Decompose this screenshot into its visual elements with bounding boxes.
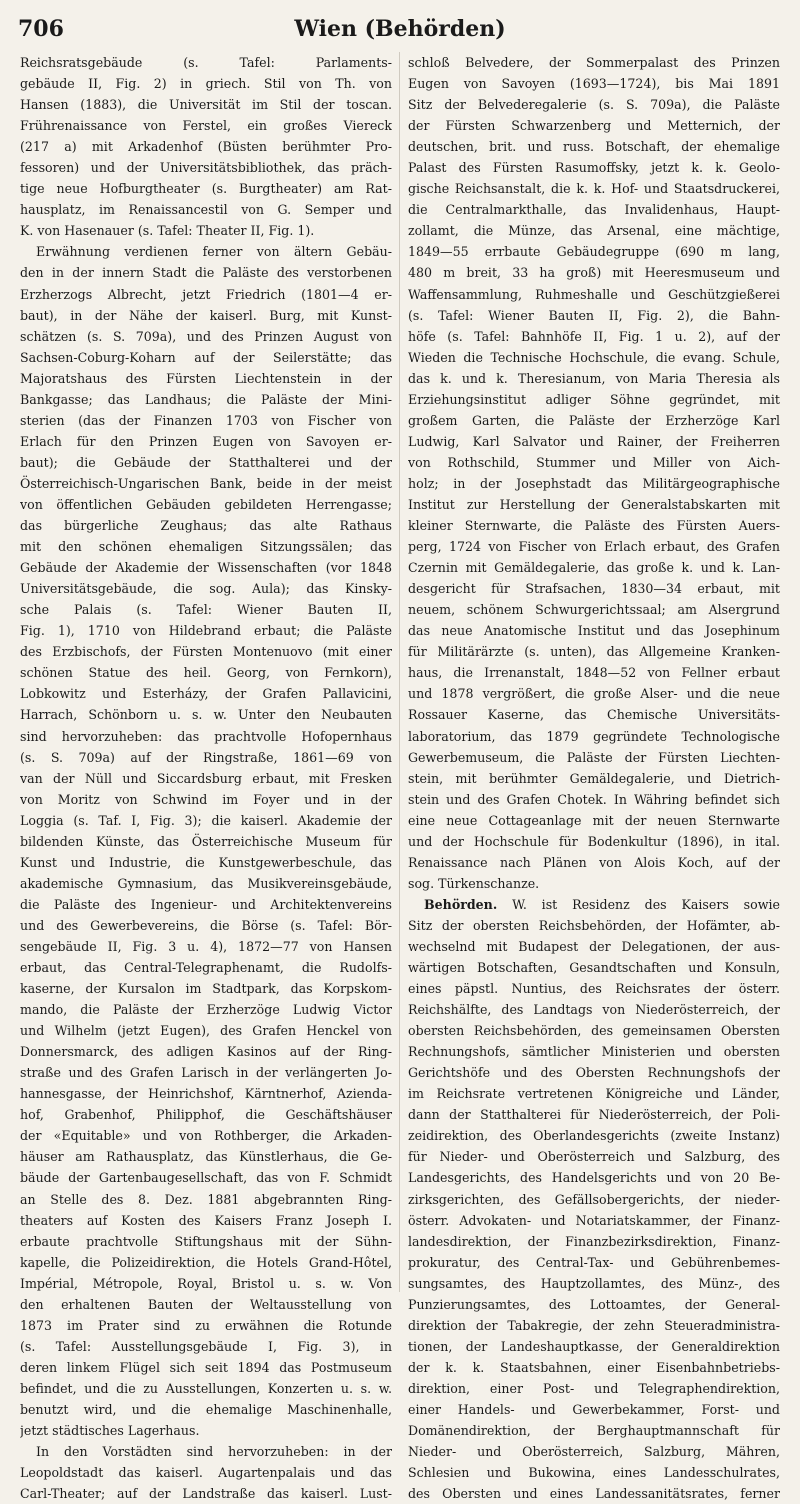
text-line: Eugen von Savoyen (1693—1724), bis Mai 1891 [408,76,780,92]
text-line: Fig. 1), 1710 von Hildebrand erbaut; die Paläste [20,623,392,639]
text-line: Erwähnung verdienen ferner von ältern Gebäu- [36,244,392,260]
right-column [408,52,780,1504]
page-header [18,12,782,48]
text-line: großem Garten, die Paläste der Erzherzöge Karl [408,412,780,428]
text-line: Wieden die Technische Hochschule, die evang. Schule, [408,349,780,365]
text-line: Gewerbemuseum, die Paläste der Fürsten Liechten- [408,749,780,765]
text-line: bäude der Gartenbaugesellschaft, das von F. Schmidt [20,1170,392,1186]
text-line: das bürgerliche Zeughaus; das alte Rathaus [20,518,392,534]
text-line: Lobkowitz und Esterházy, der Grafen Pallavicini, [20,686,392,702]
text-line: obersten Reichsbehörden, des gemeinsamen Obersten [408,1023,780,1039]
text-line: Ludwig, Karl Salvator und Rainer, der Freiherren [408,433,780,449]
text-line: schloß Belvedere, der Sommerpalast des Prinzen [408,55,780,70]
text-line: hannesgasse, der Heinrichshof, Kärntnerhof, Azienda- [20,1086,392,1102]
text-line: sengebäude II, Fig. 3 u. 4), 1872—77 von Hansen [20,938,392,954]
text-line: häuser am Rathausplatz, das Künstlerhaus, die Ge- [20,1149,392,1165]
text-line: baut); die Gebäude der Statthalterei und der [20,454,392,470]
text-line: Landesgerichts, des Handelsgerichts und von 20 Be- [408,1170,780,1186]
text-line [408,894,780,915]
text-line: erbaute prachtvolle Stiftungshaus mit der Sühn- [20,1233,392,1249]
text-line: direktion, einer Post- und Telegraphendirektion, [408,1380,780,1396]
text-line: schönen Statue des heil. Georg, von Fernkorn), [20,665,392,681]
text-line: des Erzbischofs, der Fürsten Montenuovo (mit einer [20,644,392,660]
text-line: von Moritz von Schwind im Foyer und in der [20,791,392,807]
text-line: straße und des Grafen Larisch in der verlängerten Jo- [20,1065,392,1081]
text-line: Frührenaissance von Ferstel, ein großes Viereck [20,118,392,134]
text-line: Universitätsgebäude, die sog. Aula); das Kinsky- [20,581,392,597]
text-line: K. von Hasenauer (s. Tafel: Theater II, Fig. 1). [20,223,315,239]
text-line: (s. Tafel: Ausstellungsgebäude I, Fig. 3), in [20,1338,392,1354]
text-line: tige neue Hofburgtheater (s. Burgtheater) am Rat- [20,181,392,197]
text-line: gische Reichsanstalt, die k. k. Hof- und Staatsdruckerei, [408,181,780,197]
text-line: (s. S. 709a) auf der Ringstraße, 1861—69 von [20,749,392,765]
text-line: österr. Advokaten- und Notariatskammer, der Finanz- [408,1212,780,1228]
text-line: des Obersten und eines Landessanitätsrates, ferner [408,1486,780,1502]
text-line: den in der innern Stadt die Paläste des verstorbenen [20,265,392,281]
text-line: desgericht für Strafsachen, 1830—34 erbaut, mit [408,581,780,597]
text-line: das neue Anatomische Institut und das Josephinum [408,623,780,639]
text-line: deren linkem Flügel sich seit 1894 das Postmuseum [20,1359,392,1375]
text-line: für Nieder- und Oberösterreich und Salzburg, des [408,1149,780,1165]
text-line: Carl-Theater; auf der Landstraße das kaiserl. Lust- [20,1486,392,1502]
text-line: von Rothschild, Stummer und Miller von Aich- [408,454,780,470]
text-line: an Stelle des 8. Dez. 1881 abgebrannten Ring- [20,1191,392,1207]
text-line: Punzierungsamtes, des Lottoamtes, der General- [408,1296,780,1312]
text-line: Palast des Fürsten Rasumoffsky, jetzt k. k. Geolo- [408,160,780,176]
text-line: sterien (das der Finanzen 1703 von Fischer von [20,412,392,428]
text-line: erbaut, das Central-Telegraphenamt, die Rudolfs- [20,960,392,976]
text-line: tionen, der Landeshauptkasse, der Generaldirektion [408,1338,780,1354]
text-line: Loggia (s. Taf. I, Fig. 3); die kaiserl. Akademie der [20,812,392,828]
text-line: Nieder- und Oberösterreich, Salzburg, Mähren, [408,1444,780,1460]
text-line: Rossauer Kaserne, das Chemische Universitäts- [408,707,780,723]
text-line: deutschen, brit. und russ. Botschaft, der ehemalige [408,139,780,155]
text-line: 1873 im Prater sind zu erwähnen die Rotunde [20,1317,392,1333]
text-line: die Centralmarkthalle, das Invalidenhaus, Haupt- [408,202,780,218]
text-line: Waffensammlung, Ruhmeshalle und Geschützgießerei [408,286,780,302]
text-line: wechselnd mit Budapest der Delegationen, der aus- [408,938,780,954]
text-line: Majoratshaus des Fürsten Liechtenstein in der [20,370,392,386]
text-line: zeidirektion, des Oberlandesgerichts (zweite Instanz) [408,1128,780,1144]
text-line: 1849—55 errbaute Gebäudegruppe (690 m lang, [408,244,780,260]
text-line: sungsamtes, des Hauptzollamtes, des Münz-, des [408,1275,780,1291]
text-line: stein und des Grafen Chotek. In Währing befindet sich [408,791,780,807]
text-line: holz; in der Josephstadt das Militärgeographische [408,475,780,491]
page-number: 706 [18,16,64,42]
text-line: In den Vorstädten sind hervorzuheben: in der [36,1444,392,1460]
text-line: Hansen (1883), die Universität im Stil der toscan. [20,97,392,113]
text-line: Bankgasse; das Landhaus; die Paläste der Mini- [20,391,392,407]
text-line: schätzen (s. S. 709a), und des Prinzen August von [20,328,392,344]
text-line: Erziehungsinstitut adliger Söhne gegründet, mit [408,391,780,407]
line-text: W. ist Residenz des Kaisers sowie [497,896,780,912]
text-line: perg, 1724 von Fischer von Erlach erbaut, des Grafen [408,539,780,555]
text-line: Institut zur Herstellung der Generalstabskarten mit [408,496,780,512]
text-line: Schlesien und Bukowina, eines Landesschulrates, [408,1465,780,1481]
text-line: wärtigen Botschaften, Gesandtschaften und Konsuln, [408,960,780,976]
text-line: die Paläste des Ingenieur- und Architektenvereins [20,896,392,912]
text-line: kaserne, der Kursalon im Stadtpark, das Korpskom- [20,981,392,997]
text-line: hausplatz, im Renaissancestil von G. Semper und [20,202,392,218]
text-line: Reichsratsgebäude (s. Tafel: Parlaments- [20,55,392,70]
running-head: Wien (Behörden) [294,16,506,42]
text-line: Gerichtshöfe und des Obersten Rechnungshofs der [408,1065,780,1081]
text-line: der «Equitable» und von Rothberger, die Arkaden- [20,1128,392,1144]
text-line: und der Hochschule für Bodenkultur (1896), in ital. [408,833,780,849]
text-line: mit den schönen ehemaligen Sitzungssälen; das [20,539,392,555]
text-line: 480 m breit, 33 ha groß) mit Heeresmuseum und [408,265,780,281]
text-line: sog. Türkenschanze. [408,875,540,891]
text-line: Sachsen-Coburg-Koharn auf der Seilerstätte; das [20,349,392,365]
text-line: baut), in der Nähe der kaiserl. Burg, mit Kunst- [20,307,392,323]
text-line: dann der Statthalterei für Niederösterreich, der Poli- [408,1107,780,1123]
text-line: bildenden Künste, das Österreichische Museum für [20,833,392,849]
text-line: Rechnungshofs, sämtlicher Ministerien und obersten [408,1044,780,1060]
text-line: Renaissance nach Plänen von Alois Koch, auf der [408,854,780,870]
text-line: Gebäude der Akademie der Wissenschaften (vor 1848 [20,560,392,576]
text-line: zirksgerichten, des Gefällsobergerichts, der nieder- [408,1191,780,1207]
text-line: neuem, schönem Schwurgerichtssaal; am Alsergrund [408,602,780,618]
text-line: Harrach, Schönborn u. s. w. Unter den Neubauten [20,707,392,723]
text-line: Leopoldstadt das kaiserl. Augartenpalais und das [20,1465,392,1481]
text-line: Erlach für den Prinzen Eugen von Savoyen er- [20,433,392,449]
text-line: Österreichisch-Ungarischen Bank, beide in der meist [20,475,392,491]
text-line: theaters auf Kosten des Kaisers Franz Joseph I. [20,1212,392,1228]
text-line: zollamt, die Münze, das Arsenal, eine mächtige, [408,223,780,239]
text-line: Reichshälfte, des Landtags von Niederösterreich, der [408,1002,780,1018]
text-line: akademische Gymnasium, das Musikvereinsgebäude, [20,875,392,891]
text-line: Erzherzogs Albrecht, jetzt Friedrich (1801—4 er- [20,286,392,302]
text-line: stein, mit berühmter Gemäldegalerie, und Dietrich- [408,770,780,786]
text-line: fessoren) und der Universitätsbibliothek, das präch- [20,160,392,176]
text-line: Czernin mit Gemäldegalerie, das große k. und k. Lan- [408,560,780,576]
text-line: eines päpstl. Nuntius, des Reichsrates der österr. [408,981,780,997]
text-line: das k. und k. Theresianum, von Maria Theresia als [408,370,780,386]
text-line: jetzt städtisches Lagerhaus. [20,1423,200,1439]
text-line: Impérial, Métropole, Royal, Bristol u. s. w. Von [20,1275,392,1291]
text-line: Kunst und Industrie, die Kunstgewerbeschule, das [20,854,392,870]
text-line: kapelle, die Polizeidirektion, die Hotels Grand-Hôtel, [20,1254,392,1270]
text-line: sche Palais (s. Tafel: Wiener Bauten II, [20,602,392,618]
text-line: gebäude II, Fig. 2) in griech. Stil von Th. von [20,76,392,92]
section-heading: Behörden. [424,896,498,912]
text-line: (s. Tafel: Wiener Bauten II, Fig. 2), die Bahn- [408,307,780,323]
text-line: einer Handels- und Gewerbekammer, Forst- und [408,1402,780,1417]
text-line: eine neue Cottageanlage mit der neuen Sternwarte [408,812,780,828]
text-line: van der Nüll und Siccardsburg erbaut, mit Fresken [20,770,392,786]
text-line: höfe (s. Tafel: Bahnhöfe II, Fig. 1 u. 2), auf der [408,328,780,344]
text-line: und des Gewerbevereins, die Börse (s. Tafel: Bör- [20,917,392,933]
text-line: Domänendirektion, der Berghauptmannschaft für [408,1423,780,1439]
text-line: landesdirektion, der Finanzbezirksdirektion, Finanz- [408,1233,780,1249]
text-line: hof, Grabenhof, Philipphof, die Geschäftshäuser [20,1107,392,1123]
column-gutter [399,52,400,1292]
text-line: von öffentlichen Gebäuden gebildeten Herrengasse; [20,496,392,512]
text-line: direktion der Tabakregie, der zehn Steueradministra- [408,1317,780,1333]
text-line: benutzt wird, und die ehemalige Maschinenhalle, [20,1402,392,1417]
text-line: und Wilhelm (jetzt Eugen), des Grafen Henckel von [20,1023,392,1039]
text-line: befindet, und die zu Ausstellungen, Konzerten u. s. w. [20,1380,392,1396]
text-line: im Reichsrate vertretenen Königreiche und Länder, [408,1086,780,1102]
text-line: Donnersmarck, des adligen Kasinos auf der Ring- [20,1044,392,1060]
text-line: laboratorium, das 1879 gegründete Technologische [408,728,780,744]
text-line: und 1878 vergrößert, die große Alser- und die neue [408,686,780,702]
text-line: Sitz der Belvederegalerie (s. S. 709a), die Paläste [408,97,780,113]
text-line: der Fürsten Schwarzenberg und Metternich, der [408,118,780,134]
text-line: haus, die Irrenanstalt, 1848—52 von Fellner erbaut [408,665,780,681]
text-line: der k. k. Staatsbahnen, einer Eisenbahnbetriebs- [408,1359,780,1375]
text-line: (217 a) mit Arkadenhof (Büsten berühmter Pro- [20,139,392,155]
text-line: mando, die Paläste der Erzherzöge Ludwig Victor [20,1002,392,1018]
text-line: sind hervorzuheben: das prachtvolle Hofopernhaus [20,728,392,744]
text-line: den erhaltenen Bauten der Weltausstellung von [20,1296,392,1312]
text-line: prokuratur, des Central-Tax- und Gebührenbemes- [408,1254,780,1270]
text-line: kleiner Sternwarte, die Paläste des Fürsten Auers- [408,518,780,534]
text-line: Sitz der obersten Reichsbehörden, der Hofämter, ab- [408,917,780,933]
left-column [20,52,392,1504]
text-line: für Militärärzte (s. unten), das Allgemeine Kranken- [408,644,780,660]
